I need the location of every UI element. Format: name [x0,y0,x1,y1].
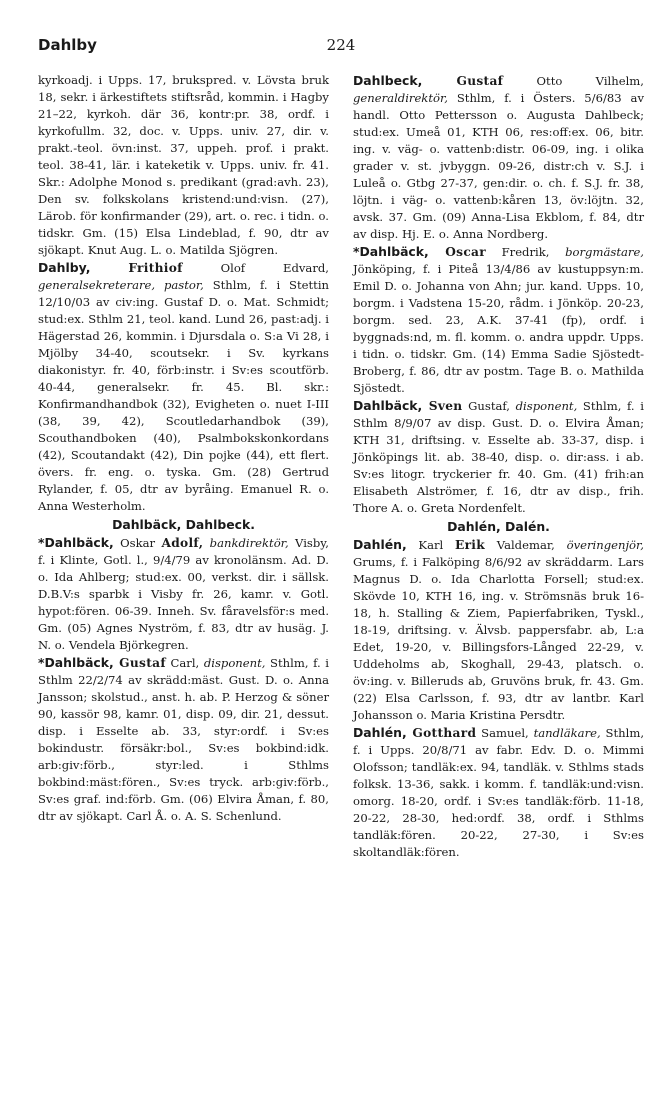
entry-surname: *Dahlbäck, [38,655,114,670]
columns [38,72,644,861]
entry-given-name: Gustaf [422,74,504,88]
entry-text: Sthlm, f. i Östers. 5/6/83 av handl. Otto Pettersson o. Augusta Dahlbeck; stud:ex. Umeå 01, KTH 06, res:off:ex. 06, bitr. ing. v. väg- o. vattenb:distr. 06-09, ing. i olika grader v. st. jvbyggn. 09-26, distr:ch v. S.J. i Luleå o. Gtbg 27-37, gen:dir. o. ch. f. S.J. fr. 38, löjtn. i väg- o. vattenb:kåren 13, öv:löjtn. 32, avsk. 37. Gm. (09) Anna-Lisa Ekblom, f. 84, dtr av disp. Hj. E. o. Anna Nordberg. [353,91,644,241]
entry-text: Sthlm, f. i Upps. 20/8/71 av fabr. Edv. D. o. Mimmi Olofsson; tandläk:ex. 94, tandläk. v. Sthlms stads folksk. 13-36, sakk. i komm. f. tandläk:und:visn. omorg. 18-20, ordf. i Sv:es tandläk:förb. 11-18, 20-22, 28-30, hed:ordf. 38, ordf. i Sthlms tandläk:fören. 20-22, 27-30, i Sv:es skoltandläk:fören. [353,726,644,859]
entry-dahlback-oscar [353,243,644,397]
entry-dahlback-adolf [38,534,329,654]
entry-occupation: disponent, [199,656,266,670]
entry-text: Sthlm, f. i Sthlm 22/2/74 av skrädd:mäst. Gust. D. o. Anna Jansson; skolstud., anst. h. ab. P. Herzog & söner 90, kassör 98, kamr. 01, disp. 09, dir. 21, dessut. disp. i Esselte ab. 33, styr:ordf. i Sv:es bokindustr. försäkr:bol., Sv:es bokbind:idk. arb:giv:förb., styr:led. i Sthlms bokbind:mäst:fören., Sv:es tryck. arb:giv:förb., Sv:es graf. ind:förb. Gm. (06) Elvira Åman, f. 80, dtr av sjökapt. Carl Å. o. A. S. Schenlund. [38,656,329,823]
entry-other-names: Gustaf, [462,399,510,413]
entry-given-name: Oscar [428,245,486,259]
entry-other-names: Valdemar, [485,538,555,552]
entry-given-name: Gustaf [113,656,166,670]
entry-given-name: Erik [455,538,485,552]
entry-surname: Dahlén, [353,537,407,552]
entry-other-names: Oskar [113,536,162,550]
entry-dahlback-gustaf-carl [38,654,329,825]
cross-reference: Dahlén, Dalén. [447,519,550,534]
entry-occupation: disponent, [509,399,578,413]
entry-text: Jönköping, f. i Piteå 13/4/86 av kustuppsyn:m. Emil D. o. Johanna von Ahn; jur. kand. Upps. 10, borgm. i Vadstena 15-20, rådm. i Jönköp. 20-23, borgm. sed. 23, A.K. 37-41 (fp), ordf. i byggnads:nd, m. fl. komm. o. andra uppdr. Upps. i tidn. o. tidskr. Gm. (14) Emma Sadie Sjöstedt-Broberg, f. 86, dtr av postm. Tage B. o. Mathilda Sjöstedt. [353,262,644,395]
entry-surname: Dahlbäck, [353,398,423,413]
entry-dahlen-gotthard [353,724,644,861]
entry-given-name: Sven [422,399,463,413]
entry-text: Sthlm, f. i Sthlm 8/9/07 av disp. Gust. D. o. Elvira Åman; KTH 31, driftsing. v. Esselte ab. 33-37, disp. i Jönköpings lit. ab. 38-40, disp. o. dir:ass. i ab. Sv:es litogr. tryckerier fr. 40. Gm. (41) frih:an Elisabeth Alströmer, f. 16, dtr av disp., frih. Thore A. o. Greta Nordenfelt. [353,399,644,515]
continued-entry: kyrkoadj. i Upps. 17, brukspred. v. Lövsta bruk 18, sekr. i ärkestiftets stiftsråd, kommin. i Hagby 21–22, kyrkoh. där 36, kontr:pr. 38, ordf. i kyrkofullm. 32, doc. v. Upps. univ. 27, dir. v. prakt.-teol. övn:inst. 37, uppeh. prof. i prakt. teol. 38-41, lär. i kateketik v. Upps. univ. fr. 41. Skr.: Adolphe Monod s. predikant (grad:avh. 23), Den sv. folkskolans kristend:und:visn. (27), Lärob. för konfirmander (29), art. o. rec. i tidn. o. tidskr. Gm. (15) Elsa Lindeblad, f. 90, dtr av sjökapt. Knut Aug. L. o. Matilda Sjögren. [38,73,329,257]
entry-other-names: Fredrik, [485,245,550,259]
page-header [38,36,644,60]
entry-dahlbeck-gustaf-otto [353,72,644,243]
entry-surname: Dahlbeck, [353,73,423,88]
entry-occupation: generalsekreterare, pastor, [38,278,204,292]
entry-occupation: generaldirektör, [353,91,448,105]
entry-text: Sthlm, f. i Stettin 12/10/03 av civ:ing. Gustaf D. o. Mat. Schmidt; stud:ex. Sthlm 21, teol. kand. Lund 26, past:adj. i Hägerstad 26, kommin. i Djursdala o. S:a Vi 28, i Mjölby 34-40, scoutsekr. i Sv. kyrkans diakonistyr. fr. 40, förb:instr. i Sv:es scoutförb. 40-44, generalsekr. fr. 45. Bl. skr.: Konfirmandhandbok (32), Evigheten o. nuet I-III (38, 39, 42), Scoutledarhandbok (39), Scouthandboken (40), Psalmbokskonkordans (42), Scoutandakt (42), Din pojke (44), ett flert. övers. fr. eng. o. tyska. Gm. (28) Gertrud Rylander, f. 05, dtr av byråing. Emanuel R. o. Anna Westerholm. [38,278,329,513]
entry-given-name: Frithiof [128,261,183,275]
entry-other-names: Otto Vilhelm, [503,74,644,88]
entry-occupation: borgmästare, [549,245,644,259]
cross-reference: Dahlbäck, Dahlbeck. [112,517,255,532]
entry-dahlen-erik [353,536,644,724]
left-column [38,72,329,861]
entry-other-names: Samuel, [476,726,529,740]
entry-other-names: Carl, [165,656,200,670]
entry-occupation: tandläkare, [528,726,601,740]
page-number: 224 [326,36,356,54]
entry-given-name: Gotthard [406,726,477,740]
entry-dahlby-frithiof [38,259,329,515]
entry-surname: *Dahlbäck, [353,244,429,259]
entry-occupation: överingenjör, [554,538,644,552]
entry-other-names: Karl [406,538,455,552]
entry-text: Grums, f. i Falköping 8/6/92 av skräddarm. Lars Magnus D. o. Ida Charlotta Forsell; stud:ex. Skövde 10, KTH 16, ing. v. Strömsnäs bruk 16-18, h. Stalling & Ziem, Papierfabriken, Tyskl., 18-19, driftsing. v. Älvsb. pappersfabr. ab, L:a Edet, 19-20, v. Billingsfors-Långed 22-29, v. Uddeholms ab, Skoghall, 29-43, platsch. o. öv:ing. v. Billeruds ab, Gruvöns bruk, fr. 43. Gm. (22) Elsa Carlsson, f. 93, dtr av lantbr. Karl Johansson o. Maria Kristina Persdtr. [353,555,644,722]
entry-surname: Dahlén, [353,725,407,740]
entry-occupation: bankdirektör, [203,536,289,550]
entry-surname: Dahlby, [38,260,91,275]
entry-surname: *Dahlbäck, [38,535,114,550]
entry-given-name: Adolf, [161,536,204,550]
entry-text: Visby, f. i Klinte, Gotl. l., 9/4/79 av kronolänsm. Ad. D. o. Ida Ahlberg; stud:ex. 00, verkst. dir. i sällsk. D.B.V:s sparbk i Visby fr. 26, kamr. v. Gotl. hypot:fören. 06-39. Inneh. Sv. fåravelsför:s med. Gm. (05) Agnes Nyström, f. 83, dtr av husäg. J. N. o. Vendela Björkegren. [38,536,329,652]
running-head: Dahlby [38,36,97,54]
entry-dahlback-sven [353,397,644,517]
right-column [353,72,644,861]
entry-other-names: Olof Edvard, [182,261,329,275]
